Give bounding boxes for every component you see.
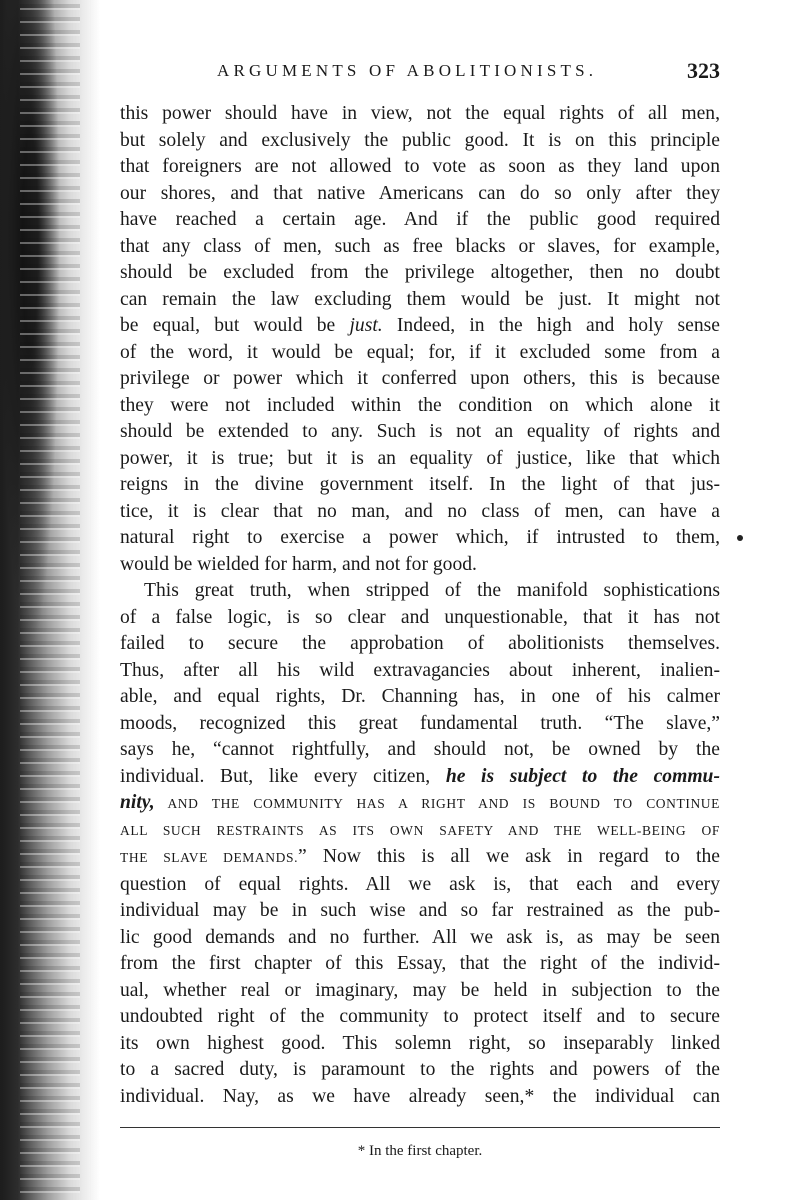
page-number: 323 (687, 58, 720, 83)
text-line: should be excluded from the privilege altogether, then no doubt (120, 262, 720, 283)
text-line: individual. Nay, as we have already seen,* the individual can (120, 1085, 720, 1107)
text-line: should be extended to any. Such is not an equality of rights and (120, 421, 720, 442)
text-line: reigns in the divine government itself. In the light of that jus- (120, 474, 720, 495)
text-line: question of equal rights. All we ask is, that each and every (120, 873, 720, 895)
small-caps-quotation: AND THE COMMUNITY HAS A RIGHT AND IS BOUND TO CONTINUE (154, 796, 720, 811)
text-line: able, and equal rights, Dr. Channing has, in one of his calmer (120, 686, 720, 707)
margin-ink-dot (737, 535, 743, 541)
text-line: tice, it is clear that no man, and no class of men, can have a (120, 500, 720, 522)
text-span: Indeed, in the high and holy sense (382, 315, 720, 336)
italic-emphasis: just. (349, 315, 383, 336)
page-header (120, 58, 720, 88)
text-line: would be wielded for harm, and not for good. (120, 553, 477, 575)
text-line: privilege or power which it conferred upon others, this is because (120, 368, 720, 389)
paragraph-start-line: This great truth, when stripped of the manifold sophistications (144, 580, 720, 601)
text-line: ual, whether real or imaginary, may be held in subjection to the (120, 979, 720, 1001)
text-line: have reached a certain age. And if the public good required (120, 209, 720, 230)
text-line (120, 764, 720, 791)
italic-quotation: he is subject to the commu- (445, 765, 720, 787)
body-text (120, 101, 720, 1110)
text-line: undoubted right of the community to protect itself and to secure (120, 1006, 720, 1027)
italic-quotation: nity, (120, 792, 155, 813)
text-line: of the word, it would be equal; for, if it excluded some from a (120, 341, 720, 363)
text-line: they were not included within the condition on which alone it (120, 394, 720, 416)
text-line: its own highest good. This solemn right, so inseparably linked (120, 1032, 720, 1054)
text-line (120, 790, 720, 818)
text-line: this power should have in view, not the equal rights of all men, (120, 103, 720, 124)
text-line: from the first chapter of this Essay, that the right of the individ- (120, 953, 720, 974)
text-line: lic good demands and no further. All we ask is, as may be seen (120, 926, 720, 948)
text-line: of a false logic, is so clear and unquestionable, that it has not (120, 606, 720, 628)
text-line: that foreigners are not allowed to vote as soon as they land upon (120, 156, 720, 177)
text-span: ” Now this is all we ask in regard to the (298, 846, 720, 867)
book-binding-edge (0, 0, 100, 1200)
text-line: power, it is true; but it is an equality of justice, like that which (120, 447, 720, 469)
small-caps-quotation: THE SLAVE DEMANDS. (120, 850, 299, 865)
running-title: ARGUMENTS OF ABOLITIONISTS. (217, 61, 598, 80)
footnote-divider (120, 1127, 720, 1128)
text-span: individual. But, like every citizen, (120, 765, 446, 787)
text-line: natural right to exercise a power which, if intrusted to them, (120, 527, 720, 548)
text-line: failed to secure the approbation of abolitionists themselves. (120, 633, 720, 654)
text-line: that any class of men, such as free blacks or slaves, for example, (120, 235, 720, 257)
small-caps-line: ALL SUCH RESTRAINTS AS ITS OWN SAFETY AND THE WELL-BEING OF (120, 822, 720, 838)
text-line: individual may be in such wise and so far restrained as the pub- (120, 900, 720, 921)
text-span: be equal, but would be (120, 315, 350, 336)
text-line: moods, recognized this great fundamental truth. “The slave,” (120, 712, 720, 734)
text-line: can remain the law excluding them would be just. It might not (120, 288, 720, 310)
text-line: to a sacred duty, is paramount to the rights and powers of the (120, 1059, 720, 1080)
text-line (120, 313, 720, 340)
text-line (120, 844, 720, 872)
text-line: Thus, after all his wild extravagancies about inherent, inalien- (120, 659, 720, 681)
footnote: * In the first chapter. (357, 1143, 483, 1159)
text-line: says he, “cannot rightfully, and should not, be owned by the (120, 739, 720, 760)
text-line: our shores, and that native Americans can do so only after they (120, 182, 720, 204)
text-line: but solely and exclusively the public good. It is on this principle (120, 129, 720, 151)
